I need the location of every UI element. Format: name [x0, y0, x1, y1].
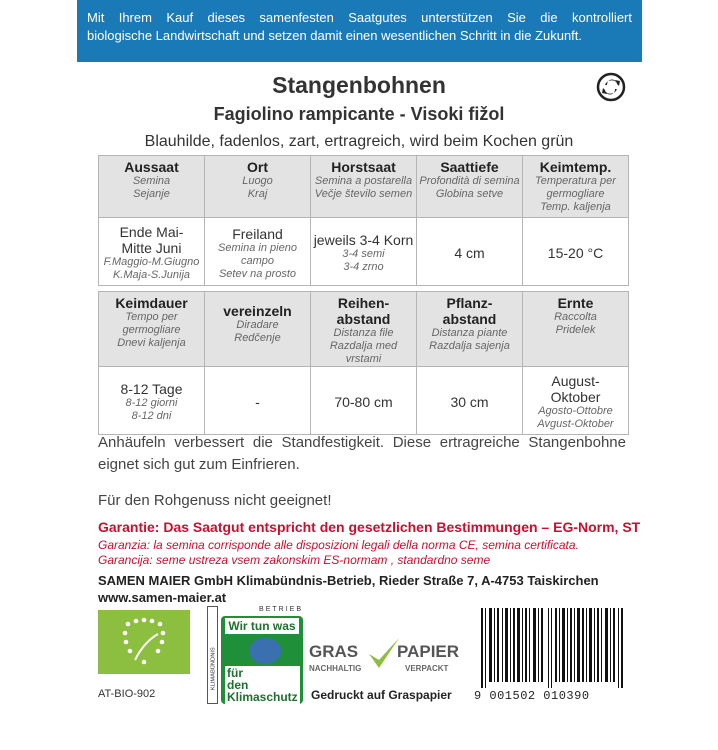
value-aussaat: Ende Mai- Mitte Juni F.Maggio-M.Giugno K.Maja-S.Junija [99, 218, 205, 286]
klima-text: für den Klimaschutz [227, 666, 298, 704]
raw-warning: Für den Rohgenuss nicht geeignet! [98, 492, 332, 509]
globe-icon [249, 638, 281, 664]
checkmark-icon [367, 636, 401, 672]
barcode-number: 9 001502 010390 [474, 689, 590, 703]
papier-title: PAPIER [397, 642, 460, 661]
header-ort: Ort Luogo Kraj [205, 156, 311, 218]
guarantee-it: Garanzia: la semina corrisponde alle disposizioni legali della norma CE, semina certificata. [98, 538, 579, 552]
header-aussaat: Aussaat Semina Sejanje [99, 156, 205, 218]
klimabuendnis-badge [221, 616, 303, 704]
value-keimdauer: 8-12 Tage 8-12 giorni 8-12 dni [99, 367, 205, 435]
graspapier-logo [309, 640, 469, 680]
guarantee-sl: Garancija: seme ustreza vsem zakonskim ES-normam , standardno seme [98, 553, 491, 567]
header-reihenabstand: Reihen- abstand Distanza file Razdalja med vrstami [311, 292, 417, 367]
value-keimtemp: 15-20 °C [523, 218, 629, 286]
value-horstsaat: jeweils 3-4 Korn 3-4 semi 3-4 zrno [311, 218, 417, 286]
header-keimdauer: Keimdauer Tempo per germogliare Dnevi kaljenja [99, 292, 205, 367]
product-subtitle: Fagiolino rampicante - Visoki fižol [213, 104, 505, 124]
header-saattiefe: Saattiefe Profondità di semina Globina setve [417, 156, 523, 218]
printed-on-note: Gedruckt auf Graspapier [311, 688, 452, 702]
banner-line-1: Mit Ihrem Kauf dieses samenfesten Saatgutes unterstützen Sie die kontrolliert [87, 10, 632, 25]
gras-title: GRAS [309, 642, 359, 661]
header-ernte: Ernte Raccolta Pridelek [523, 292, 629, 367]
company-address: SAMEN MAIER GmbH Klimabündnis-Betrieb, Rieder Straße 7, A-4753 Taiskirchen [98, 573, 599, 588]
klimabuendnis-top-label: BETRIEB [259, 606, 303, 613]
cultivation-note: Anhäufeln verbessert die Standfestigkeit. Diese ertragreiche Stangenbohne eignet sich gut zum Einfrieren. [98, 434, 626, 473]
header-vereinzeln: vereinzeln Diradare Redčenje [205, 292, 311, 367]
header-keimtemp: Keimtemp. Temperatura per germogliare Temp. kaljenja [523, 156, 629, 218]
value-pflanzabstand: 30 cm [417, 367, 523, 435]
product-description: Blauhilde, fadenlos, zart, ertragreich, wird beim Kochen grün [144, 133, 574, 150]
svg-text:KLIMABÜNDNIS: KLIMABÜNDNIS [210, 647, 217, 691]
company-website: www.samen-maier.at [98, 590, 227, 605]
recycle-icon [596, 72, 626, 102]
klima-slogan: Wir tun was [225, 618, 299, 634]
header-horstsaat: Horstsaat Semina a postarella Večje število semen [311, 156, 417, 218]
papier-subtitle: VERPACKT [405, 664, 449, 673]
info-banner [77, 0, 642, 62]
value-reihenabstand: 70-80 cm [311, 367, 417, 435]
header-pflanzabstand: Pflanz- abstand Distanza piante Razdalja sajenja [417, 292, 523, 367]
value-ort: Freiland Semina in pieno campo Setev na prosto [205, 218, 311, 286]
sowing-table [98, 155, 629, 286]
guarantee-de: Garantie: Das Saatgut entspricht den gesetzlichen Bestimmungen – EG-Norm, ST [98, 519, 641, 535]
product-title: Stangenbohnen [272, 72, 446, 98]
klimabuendnis-side-label [207, 606, 218, 704]
value-saattiefe: 4 cm [417, 218, 523, 286]
eu-organic-logo [98, 610, 190, 674]
value-vereinzeln: - [205, 367, 311, 435]
barcode [481, 608, 628, 688]
klimabuendnis-logo [207, 606, 303, 704]
gras-subtitle: NACHHALTIG [309, 664, 362, 673]
banner-line-2: biologische Landwirtschaft und setzen damit einen wesentlichen Schritt in die Zukunft. [87, 28, 583, 43]
bio-control-code: AT-BIO-902 [98, 688, 156, 700]
growing-table [98, 291, 629, 435]
value-ernte: August- Oktober Agosto-Ottobre Avgust-Oktober [523, 367, 629, 435]
